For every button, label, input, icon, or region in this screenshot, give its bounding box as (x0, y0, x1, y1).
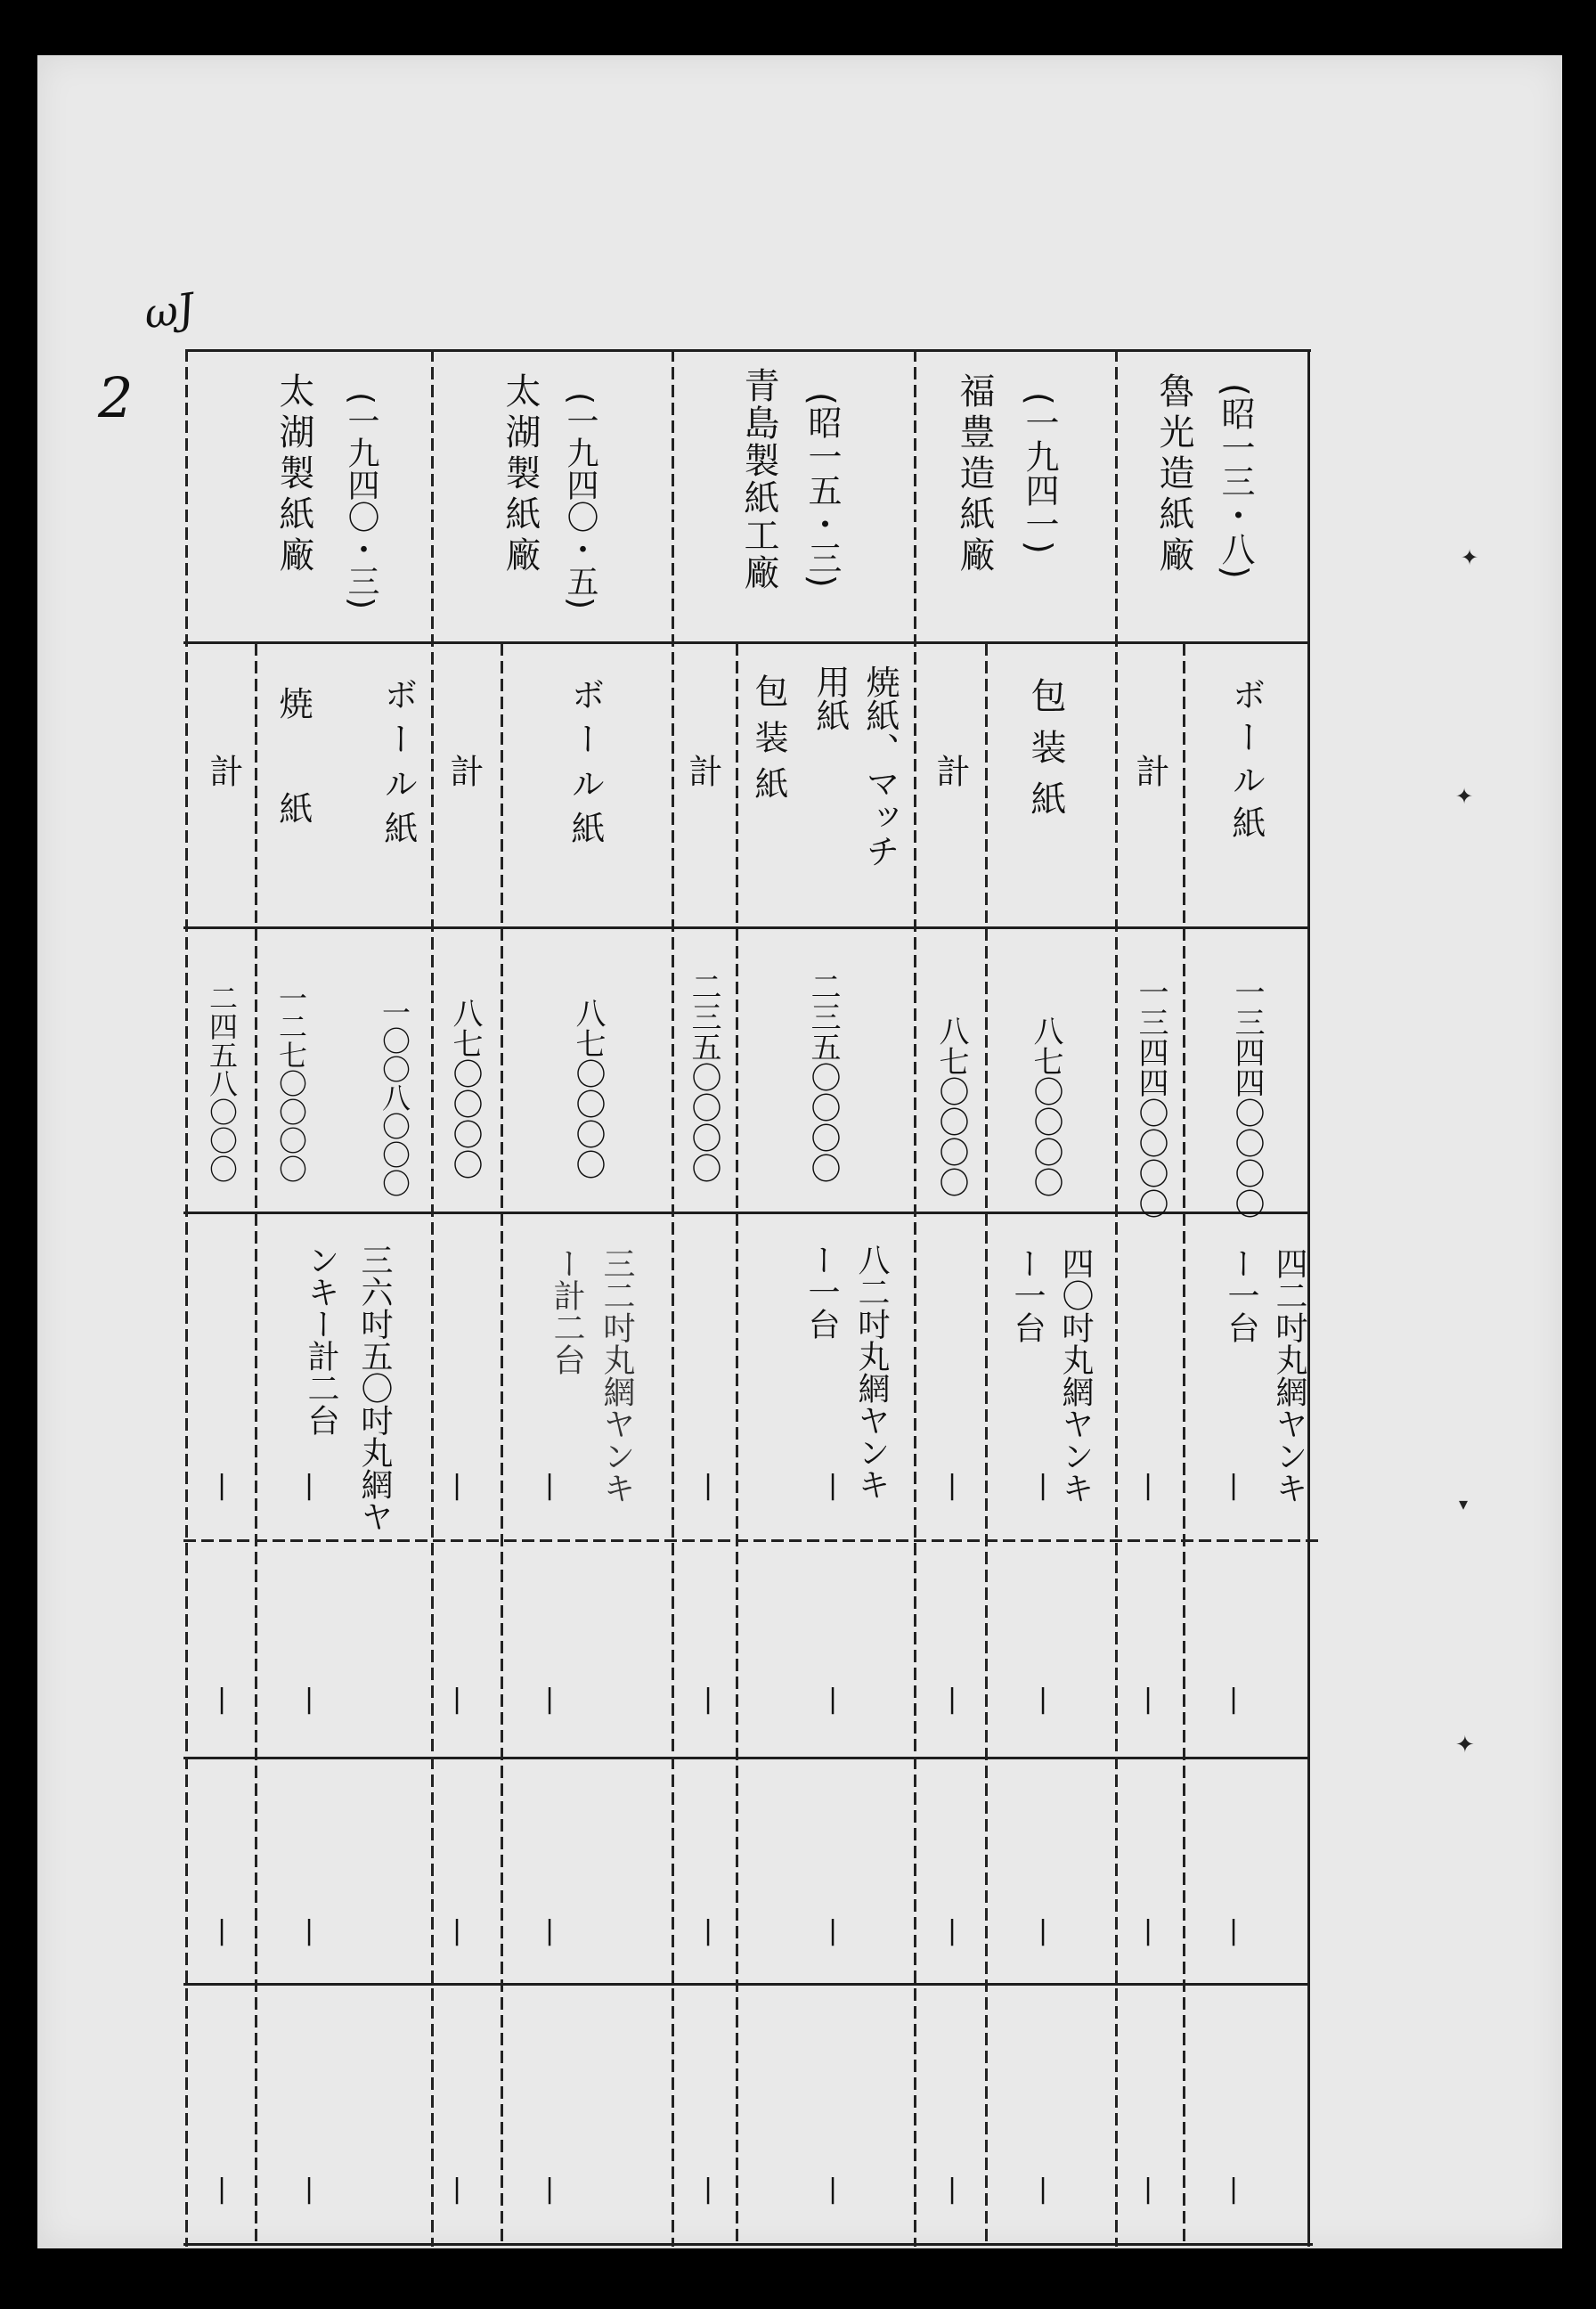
factory-name: 福豊造紙廠 (954, 372, 995, 577)
column-divider (914, 349, 916, 2247)
empty-cell-mark: | (1038, 1915, 1048, 1946)
empty-cell-mark: | (1038, 1470, 1048, 1501)
empty-cell-mark: | (828, 1915, 838, 1946)
empty-cell-mark: | (545, 1470, 555, 1501)
output-total: 二四五八〇〇〇 (205, 983, 239, 1183)
empty-cell-mark: | (452, 2174, 462, 2205)
empty-cell-mark: | (452, 1915, 462, 1946)
table-rule (183, 1757, 1307, 1759)
output-total: 八七〇〇〇〇 (447, 998, 483, 1179)
empty-cell-mark: | (1144, 1915, 1153, 1946)
empty-cell-mark: | (217, 1915, 227, 1946)
empty-cell-mark: | (545, 2174, 555, 2205)
scan-speck: ✦ (1455, 784, 1474, 809)
empty-cell-mark: | (545, 1684, 555, 1715)
empty-cell-mark: | (828, 2174, 838, 2205)
output-value: 八七〇〇〇〇 (570, 998, 606, 1179)
page-mark-left: 2 (98, 365, 134, 430)
machine-spec: 三六吋五〇吋丸網ヤンキー計二台 (303, 1244, 393, 1532)
factory-date: (一九四一) (1020, 392, 1059, 554)
empty-cell-mark: | (704, 1684, 713, 1715)
table-rule (187, 349, 1311, 352)
output-total: 二三五〇〇〇〇 (686, 971, 721, 1183)
empty-cell-mark: | (217, 1684, 227, 1715)
factory-date: (一九四〇・三) (343, 392, 379, 610)
output-value: 八七〇〇〇〇 (1028, 1016, 1063, 1197)
empty-cell-mark: | (828, 1470, 838, 1501)
product-total-label: 計 (1130, 754, 1169, 787)
page-mark-top: ωJ (141, 283, 198, 339)
empty-cell-mark: | (1144, 2174, 1153, 2205)
column-divider (1115, 349, 1118, 2247)
empty-cell-mark: | (545, 1915, 555, 1946)
empty-cell-mark: | (948, 2174, 957, 2205)
output-value: 一〇〇八〇〇〇 (378, 998, 411, 1197)
empty-cell-mark: | (828, 1684, 838, 1715)
product-total-label: 計 (204, 754, 243, 787)
column-divider (431, 349, 434, 2247)
product-name: ボール紙 (379, 677, 418, 855)
empty-cell-mark: | (948, 1470, 957, 1501)
table-rule (183, 2243, 1313, 2246)
factory-name: 魯光造紙廠 (1153, 372, 1194, 577)
machine-spec: 四〇吋丸網ヤンキー一台 (1009, 1247, 1094, 1504)
empty-cell-mark: | (452, 1470, 462, 1501)
product-name: ボール紙 (566, 677, 605, 855)
factory-name: 青島製紙工廠 (738, 367, 779, 592)
output-total: 八七〇〇〇〇 (933, 1016, 969, 1197)
column-divider (185, 349, 188, 2247)
empty-cell-mark: | (1144, 1684, 1153, 1715)
product-total-label: 計 (444, 754, 484, 787)
empty-cell-mark: | (704, 1915, 713, 1946)
table-rule (183, 926, 1307, 929)
subcolumn-divider (1183, 643, 1185, 2247)
empty-cell-mark: | (305, 1470, 314, 1501)
product-name: 焼紙、マッチ用紙 (810, 665, 900, 868)
table-rule (183, 1539, 1318, 1542)
empty-cell-mark: | (704, 2174, 713, 2205)
product-name: 包装紙 (749, 673, 788, 812)
empty-cell-mark: | (1229, 1684, 1239, 1715)
output-value: 一二七〇〇〇〇 (274, 983, 308, 1183)
machine-spec: 三二吋丸網ヤンキー計二台 (549, 1247, 635, 1504)
empty-cell-mark: | (948, 1684, 957, 1715)
table-rule (183, 1983, 1307, 1986)
empty-cell-mark: | (1144, 1470, 1153, 1501)
product-total-label: 計 (931, 754, 970, 787)
scan-speck: ✦ (1461, 545, 1479, 570)
factory-date: (一九四〇・五) (562, 392, 598, 610)
factory-name: 太湖製紙廠 (500, 372, 541, 577)
output-total: 一三四四〇〇〇〇 (1133, 976, 1168, 1219)
empty-cell-mark: | (217, 1470, 227, 1501)
factory-name: 太湖製紙廠 (273, 372, 314, 577)
subcolumn-divider (255, 643, 257, 2247)
output-value: 二三五〇〇〇〇 (805, 971, 841, 1183)
empty-cell-mark: | (305, 1684, 314, 1715)
empty-cell-mark: | (305, 1915, 314, 1946)
column-divider (672, 349, 674, 2247)
machine-spec: 八二吋丸網ヤンキー一台 (803, 1244, 890, 1500)
output-value: 一三四四〇〇〇〇 (1229, 976, 1265, 1219)
subcolumn-divider (736, 643, 738, 2247)
factory-date: (昭一三・八) (1216, 383, 1255, 579)
subcolumn-divider (501, 643, 503, 2247)
empty-cell-mark: | (948, 1915, 957, 1946)
scan-speck: ✦ (1455, 1732, 1475, 1758)
table-rule (183, 641, 1307, 644)
empty-cell-mark: | (1229, 2174, 1239, 2205)
empty-cell-mark: | (1229, 1470, 1239, 1501)
empty-cell-mark: | (704, 1470, 713, 1501)
empty-cell-mark: | (305, 2174, 314, 2205)
machine-spec: 四二吋丸網ヤンキー一台 (1223, 1247, 1307, 1504)
product-name: ボール紙 (1226, 677, 1266, 848)
empty-cell-mark: | (1038, 2174, 1048, 2205)
factory-date: (昭一五・三) (802, 392, 842, 588)
empty-cell-mark: | (217, 2174, 227, 2205)
empty-cell-mark: | (1038, 1684, 1048, 1715)
empty-cell-mark: | (1229, 1915, 1239, 1946)
product-total-label: 計 (683, 754, 722, 787)
document-sheet (37, 55, 1562, 2248)
scan-speck: ▾ (1459, 1493, 1469, 1514)
product-name: 焼紙 (273, 686, 313, 896)
product-name: 包装紙 (1025, 677, 1066, 832)
subcolumn-divider (985, 643, 988, 2247)
empty-cell-mark: | (452, 1684, 462, 1715)
